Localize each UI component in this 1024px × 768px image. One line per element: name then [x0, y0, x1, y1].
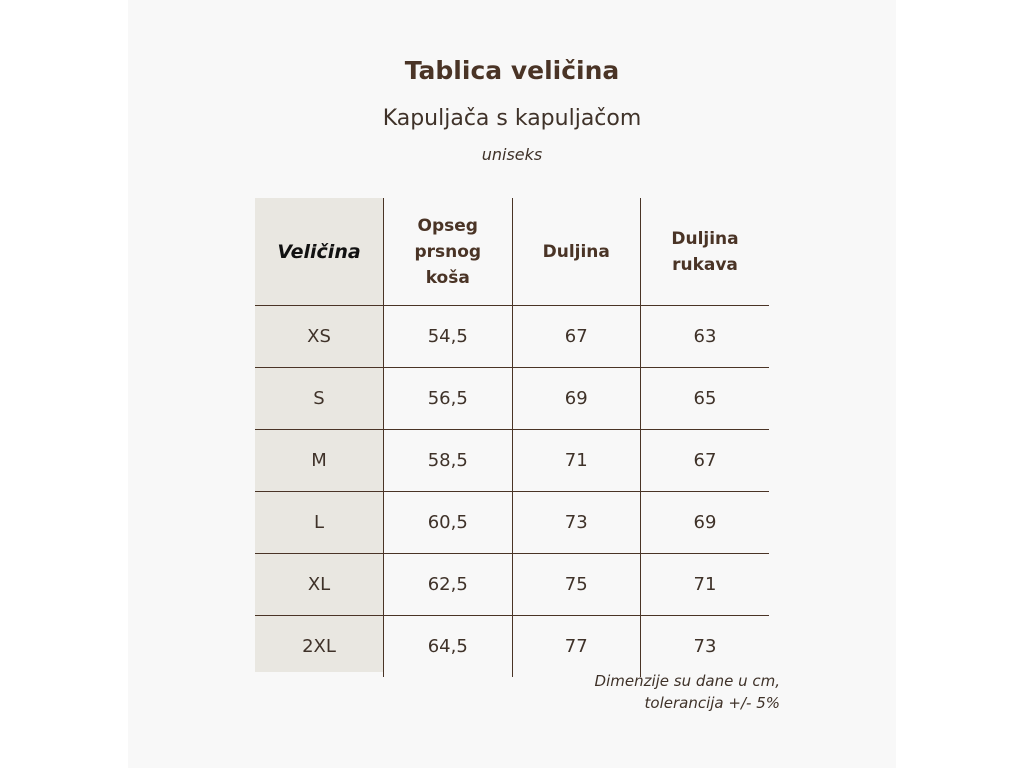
cell-chest: 64,5 [384, 616, 513, 678]
cell-length: 77 [512, 616, 641, 678]
cell-size: XS [255, 306, 384, 368]
cell-sleeve: 73 [641, 616, 770, 678]
size-chart-page [128, 0, 896, 768]
cell-sleeve: 63 [641, 306, 770, 368]
size-table [255, 198, 769, 677]
cell-chest: 54,5 [384, 306, 513, 368]
cell-sleeve: 67 [641, 430, 770, 492]
cell-length: 67 [512, 306, 641, 368]
cell-size: 2XL [302, 636, 336, 657]
cell-sleeve: 71 [641, 554, 770, 616]
measurement-footnote [595, 670, 780, 714]
table-row [255, 616, 769, 678]
table-row [255, 430, 769, 492]
cell-length: 71 [512, 430, 641, 492]
cell-length: 75 [512, 554, 641, 616]
header-length: Duljina [512, 198, 641, 306]
cell-size: S [255, 368, 384, 430]
cell-chest: 60,5 [384, 492, 513, 554]
cell-size: M [255, 430, 384, 492]
page-title: Tablica veličina [404, 56, 620, 85]
header-sleeve [641, 198, 770, 306]
footnote-tolerance: tolerancija +/- 5% [644, 694, 780, 712]
cell-length: 69 [512, 368, 641, 430]
cell-chest: 62,5 [384, 554, 513, 616]
cell-size: XL [255, 554, 384, 616]
cell-chest: 58,5 [384, 430, 513, 492]
fit-note: uniseks [481, 145, 543, 164]
table-row [255, 306, 769, 368]
header-chest-label: Opseg prsnog koša [414, 215, 482, 288]
table-header-row [255, 198, 769, 306]
cell-size: L [255, 492, 384, 554]
product-name: Kapuljača s kapuljačom [382, 106, 642, 131]
table-row [255, 492, 769, 554]
header-chest [384, 198, 513, 306]
table-row [255, 368, 769, 430]
header-size: Veličina [255, 198, 384, 306]
cell-chest: 56,5 [384, 368, 513, 430]
header-sleeve-label: Duljina rukava [671, 228, 739, 275]
table-row [255, 554, 769, 616]
cell-sleeve: 69 [641, 492, 770, 554]
cell-sleeve: 65 [641, 368, 770, 430]
cell-length: 73 [512, 492, 641, 554]
footnote-units: Dimenzije su dane u cm, [594, 672, 780, 690]
size-table-container [255, 198, 769, 672]
